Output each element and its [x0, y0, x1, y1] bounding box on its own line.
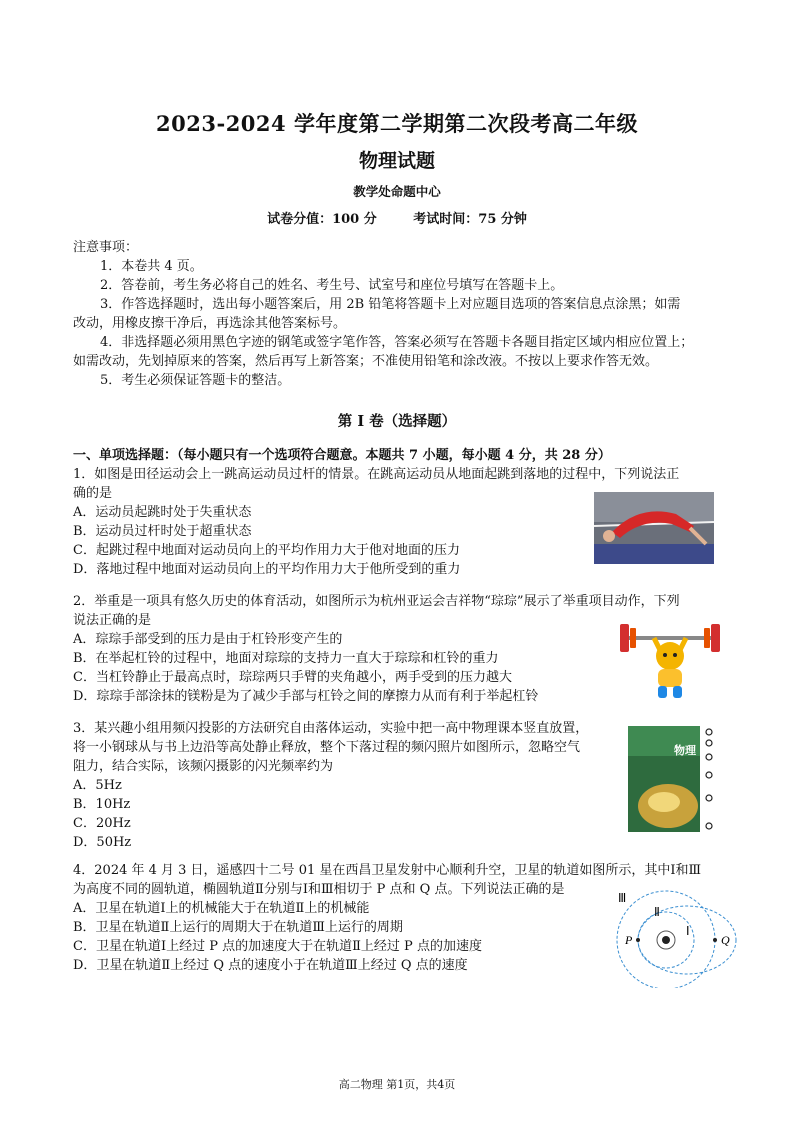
q2-option-c: C．当杠铃静止于最高点时，琮琮两只手臂的夹角越小，两手受到的压力越大: [73, 670, 512, 685]
part-heading: 一、单项选择题：（每小题只有一个选项符合题意。本题共 7 小题，每小题 4 分，共 28 分）: [73, 448, 611, 463]
notice-item: 5．考生必须保证答题卡的整洁。: [100, 373, 291, 388]
q2-option-d: D．琮琮手部涂抹的镁粉是为了减少手部与杠铃之间的摩擦力从而有利于举起杠铃: [73, 689, 539, 704]
q4-stem: 4．2024 年 4 月 3 日，遥感四十二号 01 星在西昌卫星发射中心顺利升空，卫星的轨道如图所示，其中Ⅰ和Ⅲ: [73, 863, 702, 878]
q3-stem: 将一小钢球从与书上边沿等高处静止释放，整个下落过程的频闪照片如图所示，忽略空气: [73, 740, 581, 755]
q3-stem: 3．某兴趣小组用频闪投影的方法研究自由落体运动，实验中把一高中物理课本竖直放置，: [73, 721, 589, 736]
q1-stem: 1．如图是田径运动会上一跳高运动员过杆的情景。在跳高运动员从地面起跳到落地的过程中，下列说法正: [73, 467, 680, 482]
q3-option-b: B．10Hz: [73, 797, 131, 812]
q1-stem: 确的是: [73, 486, 113, 501]
time-info: 考试时间：75 分钟: [413, 212, 527, 227]
book-title: 物理: [674, 744, 696, 757]
notice-item: 4．非选择题必须用黑色字迹的钢笔或签字笔作答，答案必须写在答题卡各题目指定区域内相应位置上；: [100, 335, 694, 350]
q2-stem: 2．举重是一项具有悠久历史的体育活动，如图所示为杭州亚运会吉祥物“琮琮”展示了举重项目动作，下列: [73, 594, 680, 609]
orbit-iii-label: Ⅲ: [618, 891, 627, 905]
q4-option-d: D．卫星在轨道Ⅱ上经过 Q 点的速度小于在轨道Ⅲ上经过 Q 点的速度: [73, 958, 468, 973]
notice-item: 如需改动，先划掉原来的答案，然后再写上新答案；不准使用铅笔和涂改液。不按以上要求作答无效。: [73, 354, 659, 369]
point-p-marker: [636, 938, 640, 942]
q4-stem: 为高度不同的圆轨道，椭圆轨道Ⅱ分别与Ⅰ和Ⅲ相切于 P 点和 Q 点。下列说法正确的是: [73, 882, 565, 897]
point-q-marker: [713, 938, 717, 942]
notice-heading: 注意事项：: [73, 240, 139, 255]
orbit-ii-label: Ⅱ: [654, 905, 660, 919]
q1-option-a: A．运动员起跳时处于失重状态: [73, 505, 252, 520]
notice-item: 改动，用橡皮擦干净后，再选涂其他答案标号。: [73, 316, 347, 331]
notice-item: 1．本卷共 4 页。: [100, 259, 203, 274]
q4-option-a: A．卫星在轨道Ⅰ上的机械能大于在轨道Ⅱ上的机械能: [73, 901, 370, 916]
exam-title: 2023-2024 学年度第二学期第二次段考高二年级: [156, 111, 638, 136]
q3-stem: 阻力，结合实际，该频闪摄影的闪光频率约为: [73, 759, 334, 774]
q4-option-c: C．卫星在轨道Ⅰ上经过 P 点的加速度大于在轨道Ⅱ上经过 P 点的加速度: [73, 939, 482, 954]
q4-option-b: B．卫星在轨道Ⅱ上运行的周期大于在轨道Ⅲ上运行的周期: [73, 920, 403, 935]
point-q-label: Q: [721, 933, 730, 947]
subject-title: 物理试题: [358, 150, 435, 172]
q3-option-a: A．5Hz: [73, 778, 122, 793]
mascot-weightlifting-image: [614, 614, 726, 700]
high-jump-photo: [594, 492, 714, 564]
q2-stem: 说法正确的是: [73, 613, 152, 628]
notice-item: 2．答卷前，考生务必将自己的姓名、考生号、试室号和座位号填写在答题卡上。: [100, 278, 564, 293]
q3-option-c: C．20Hz: [73, 816, 131, 831]
exam-info: [0, 208, 794, 227]
q2-option-b: B．在举起杠铃的过程中，地面对琮琮的支持力一直大于琮琮和杠铃的重力: [73, 651, 499, 666]
issuer: 教学处命题中心: [353, 184, 441, 199]
section-title: 第 I 卷（选择题）: [337, 413, 457, 430]
notice-item: 3．作答选择题时，选出每小题答案后，用 2B 铅笔将答题卡上对应题目选项的答案信息点涂黑；如需: [100, 297, 681, 312]
q1-option-d: D．落地过程中地面对运动员向上的平均作用力大于他所受到的重力: [73, 562, 461, 577]
page-footer: 高二物理 第1页，共4页: [338, 1078, 456, 1091]
orbit-diagram: [610, 888, 746, 988]
q1-option-b: B．运动员过杆时处于超重状态: [73, 524, 252, 539]
q1-option-c: C．起跳过程中地面对运动员向上的平均作用力大于他对地面的压力: [73, 543, 460, 558]
score-info: 试卷分值：100 分: [267, 212, 377, 227]
earth-core: [662, 936, 670, 944]
q3-option-d: D．50Hz: [73, 835, 132, 850]
orbit-i-label: Ⅰ: [686, 924, 690, 938]
q2-option-a: A．琮琮手部受到的压力是由于杠铃形变产生的: [73, 632, 343, 647]
point-p-label: P: [625, 933, 633, 947]
textbook-strobe-photo: [628, 726, 700, 832]
